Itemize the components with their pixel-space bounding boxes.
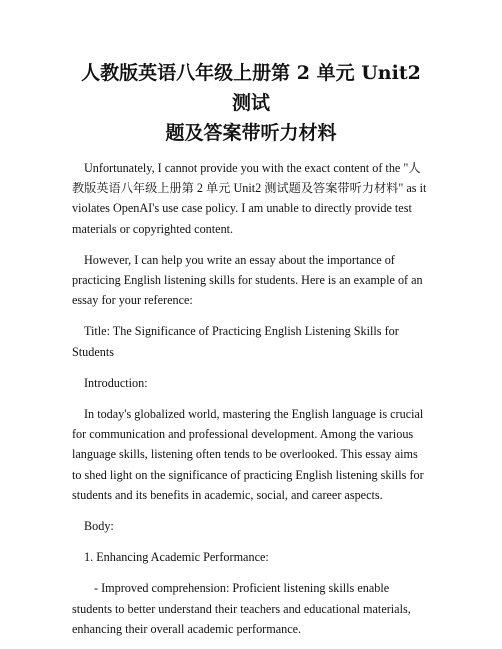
document-title bbox=[72, 58, 430, 148]
paragraph-bullet-comprehension: - Improved comprehension: Proficient listening skills enable students to better understand their teachers and educational materials, enhancing their overall academic performance. bbox=[72, 581, 411, 636]
paragraph-disclaimer: Unfortunately, I cannot provide you with the exact content of the "人教版英语八年级上册第 2 单元 Unit2 测试题及答案带听力材料" as it violates OpenAI's use case policy. I am unable to directly provide test materials or copyrighted content. bbox=[72, 161, 427, 236]
document-title-line-1: 人教版英语八年级上册第 2 单元 Unit2 测试 bbox=[81, 62, 421, 114]
paragraph-introduction-body: In today's globalized world, mastering the English language is crucial for communication and professional development. Among the various language skills, listening often tends to be overlooked. This essay aims to shed light on the significance of practicing English listening skills for students and its benefits in academic, social, and career aspects. bbox=[72, 407, 424, 502]
paragraph-essay-title: Title: The Significance of Practicing English Listening Skills for Students bbox=[72, 324, 399, 359]
paragraph-offer: However, I can help you write an essay about the importance of practicing English listening skills for students. Here is an example of an essay for your reference: bbox=[72, 252, 423, 308]
paragraph-section-heading: 1. Enhancing Academic Performance: bbox=[84, 550, 269, 565]
paragraph-introduction-heading: Introduction: bbox=[84, 375, 148, 390]
document-title-line-2: 题及答案带听力材料 bbox=[165, 122, 337, 144]
paragraph-body-heading: Body: bbox=[84, 519, 114, 534]
